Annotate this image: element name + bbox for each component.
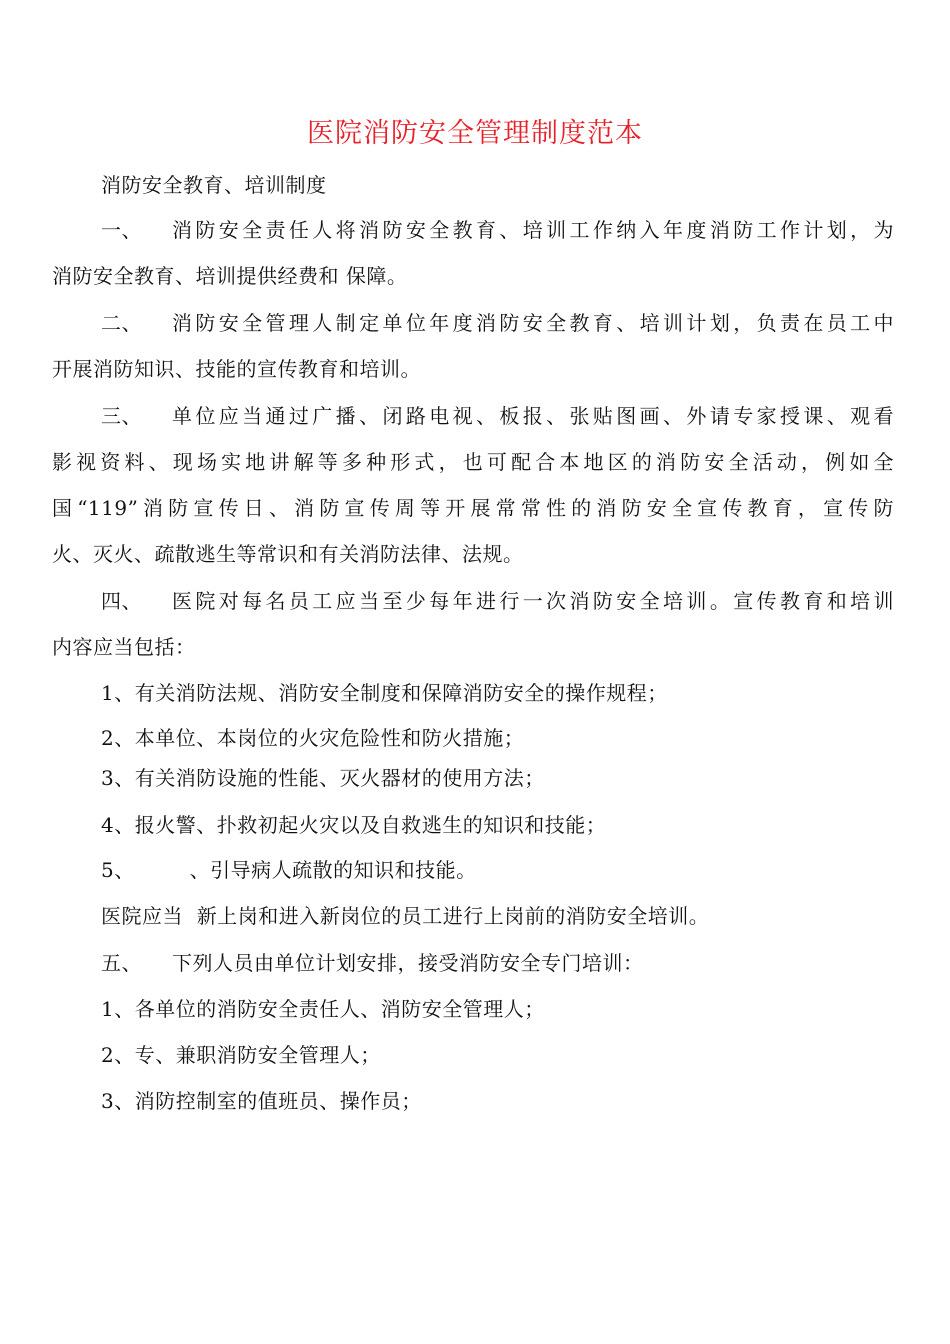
section-text: 影视资料、现场实地讲解等多种形式，也可配合本地区的消防安全活动，例如全 bbox=[52, 450, 894, 474]
section-number: 二、 bbox=[101, 311, 142, 335]
section-text: 消防安全教育、培训提供经费和 保障。 bbox=[52, 264, 408, 288]
section-text: 消防安全责任人将消防安全教育、培训工作纳入年度消防工作计划，为 bbox=[172, 218, 894, 242]
document-title: 医院消防安全管理制度范本 bbox=[307, 118, 643, 149]
section-number: 四、 bbox=[101, 589, 142, 613]
section-text: 单位应当通过广播、闭路电视、板报、张贴图画、外请专家授课、观看 bbox=[172, 404, 894, 428]
section-number: 五、 bbox=[101, 951, 142, 975]
list-item: 4、报火警、扑救初起火灾以及自救逃生的知识和技能； bbox=[101, 813, 607, 837]
section-text: 医院对每名员工应当至少每年进行一次消防安全培训。宣传教育和培训 bbox=[172, 589, 894, 613]
list-item: 5、 、引导病人疏散的知识和技能。 bbox=[101, 858, 477, 882]
list-item: 2、专、兼职消防安全管理人； bbox=[101, 1043, 381, 1067]
section-text: 下列人员由单位计划安排，接受消防安全专门培训： bbox=[172, 951, 644, 975]
list-item: 1、有关消防法规、消防安全制度和保障消防安全的操作规程； bbox=[101, 681, 668, 705]
section-text: 国“119”消防宣传日、消防宣传周等开展常常性的消防安全宣传教育，宣传防 bbox=[52, 496, 894, 520]
section-text: 火、灭火、疏散逃生等常识和有关消防法律、法规。 bbox=[52, 542, 524, 566]
section-number: 三、 bbox=[101, 404, 142, 428]
section-heading: 消防安全教育、培训制度 bbox=[101, 173, 327, 197]
section-number: 一、 bbox=[101, 218, 142, 242]
list-item: 3、消防控制室的值班员、操作员； bbox=[101, 1089, 422, 1113]
note-paragraph: 医院应当 新上岗和进入新岗位的员工进行上岗前的消防安全培训。 bbox=[101, 904, 710, 928]
list-item: 3、有关消防设施的性能、灭火器材的使用方法； bbox=[101, 766, 545, 790]
section-text: 内容应当包括： bbox=[52, 635, 196, 659]
list-item: 1、各单位的消防安全责任人、消防安全管理人； bbox=[101, 997, 545, 1021]
section-text: 开展消防知识、技能的宣传教育和培训。 bbox=[52, 357, 421, 381]
section-text: 消防安全管理人制定单位年度消防安全教育、培训计划，负责在员工中 bbox=[172, 311, 894, 335]
list-item: 2、本单位、本岗位的火灾危险性和防火措施； bbox=[101, 726, 525, 750]
